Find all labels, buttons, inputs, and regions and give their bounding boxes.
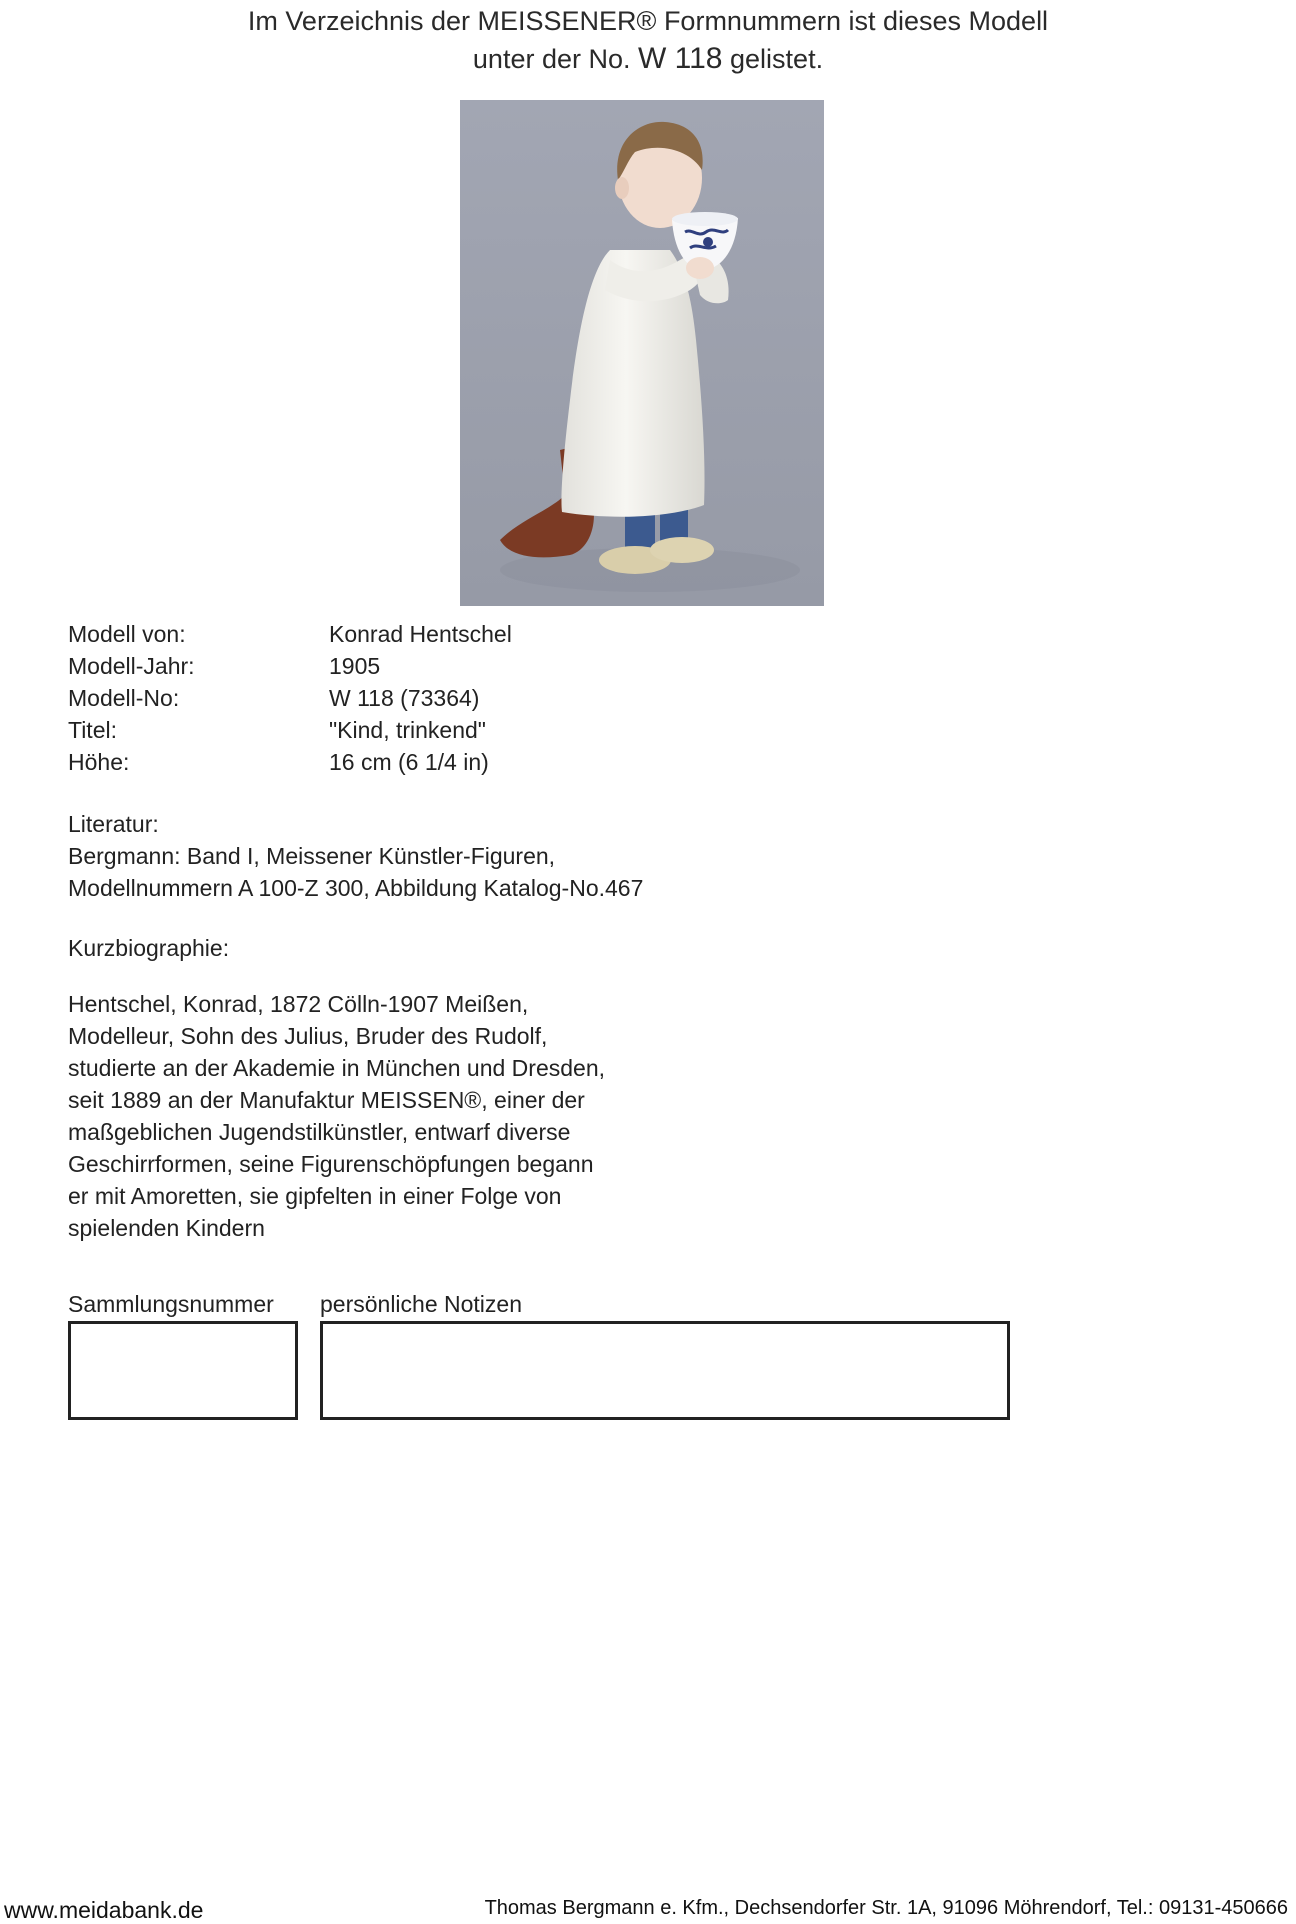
- header-line-1: Im Verzeichnis der MEISSENER® Formnummern ist dieses Modell: [247, 6, 1049, 36]
- page-header: [0, 2, 1296, 78]
- label-modell-jahr: Modell-Jahr:: [68, 653, 195, 679]
- right-clog: [650, 537, 714, 563]
- literatur-section: [68, 808, 643, 904]
- value-modell-jahr: 1905: [329, 653, 381, 679]
- bio-line: Hentschel, Konrad, 1872 Cölln-1907 Meißen,: [68, 991, 529, 1017]
- cup-flower: [703, 237, 713, 247]
- label-hoehe: Höhe:: [68, 749, 130, 775]
- value-titel: "Kind, trinkend": [329, 717, 486, 743]
- row-hoehe: [68, 746, 512, 778]
- notizen-field[interactable]: [320, 1321, 1010, 1420]
- literatur-label: Literatur:: [68, 811, 159, 837]
- header-line-2-suffix: gelistet.: [730, 44, 824, 74]
- model-details: [68, 618, 512, 778]
- value-modell-no: W 118 (73364): [329, 685, 480, 711]
- notizen-label: persönliche Notizen: [320, 1291, 523, 1317]
- header-model-number: W 118: [638, 42, 723, 75]
- label-titel: Titel:: [68, 717, 117, 743]
- cup-rim: [672, 212, 738, 226]
- bio-line: spielenden Kindern: [68, 1215, 265, 1241]
- label-modell-no: Modell-No:: [68, 685, 180, 711]
- bio-line: er mit Amoretten, sie gipfelten in einer Folge von: [68, 1183, 562, 1209]
- bio-line: seit 1889 an der Manufaktur MEISSEN®, einer der: [68, 1087, 585, 1113]
- bio-line: Geschirrformen, seine Figurenschöpfungen begann: [68, 1151, 594, 1177]
- value-hoehe: 16 cm (6 1/4 in): [329, 749, 489, 775]
- literatur-line-1: Bergmann: Band I, Meissener Künstler-Figuren,: [68, 843, 556, 869]
- bio-line: studierte an der Akademie in München und Dresden,: [68, 1055, 605, 1081]
- row-modell-jahr: [68, 650, 512, 682]
- bio-line: maßgeblichen Jugendstilkünstler, entwarf diverse: [68, 1119, 571, 1145]
- kurzbiographie-text: [68, 988, 668, 1244]
- hand: [686, 257, 714, 279]
- footer-website: www.meidabank.de: [4, 1897, 204, 1923]
- kurzbiographie-label: Kurzbiographie:: [68, 935, 230, 961]
- porcelain-figure-child-drinking-image: [460, 100, 824, 606]
- label-modell-von: Modell von:: [68, 621, 186, 647]
- row-titel: [68, 714, 512, 746]
- value-modell-von: Konrad Hentschel: [329, 621, 512, 647]
- footer-address: Thomas Bergmann e. Kfm., Dechsendorfer Str. 1A, 91096 Möhrendorf, Tel.: 09131-450666: [484, 1897, 1288, 1919]
- header-line-2-prefix: unter der No.: [472, 44, 631, 74]
- row-modell-no: [68, 682, 512, 714]
- sammlungsnummer-field[interactable]: [68, 1321, 298, 1420]
- ear: [615, 177, 629, 199]
- literatur-line-2: Modellnummern A 100-Z 300, Abbildung Katalog-No.467: [68, 875, 644, 901]
- row-modell-von: [68, 618, 512, 650]
- header-line-2: [0, 40, 1296, 78]
- bio-line: Modelleur, Sohn des Julius, Bruder des Rudolf,: [68, 1023, 548, 1049]
- sammlungsnummer-label: Sammlungsnummer: [68, 1291, 274, 1317]
